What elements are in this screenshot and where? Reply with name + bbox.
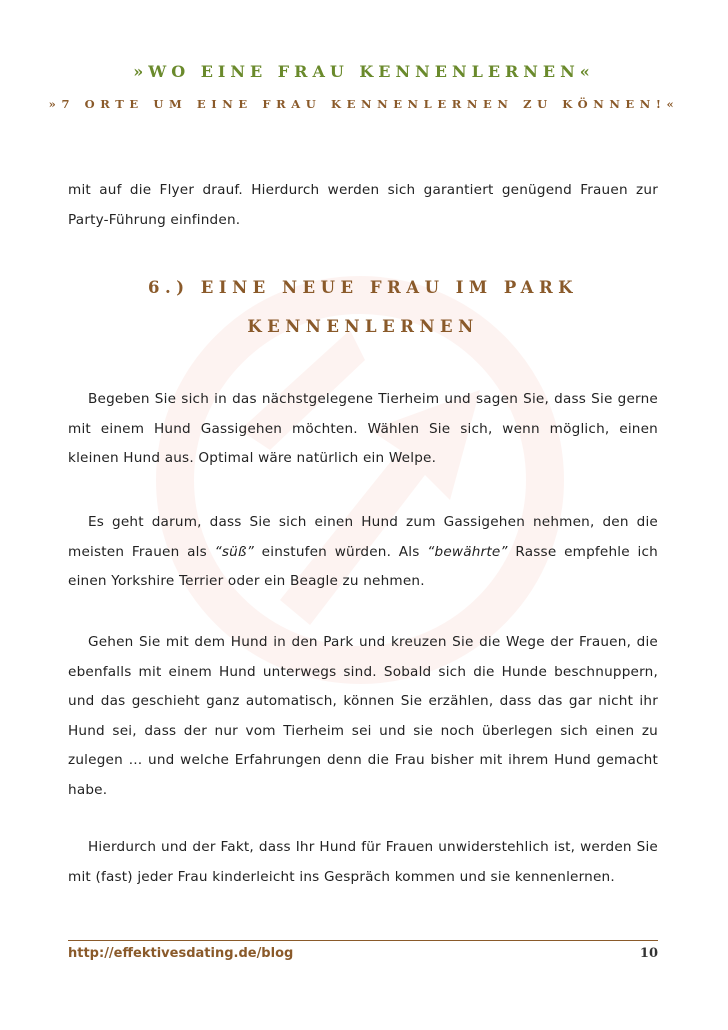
paragraph-1: Begeben Sie sich in das nächstgelegene Tierheim und sagen Sie, dass Sie gerne mit einem Hund Gassigehen möchten. Wählen Sie sich, wenn möglich, einen kleinen Hund aus. Optimal wäre natürlich ein Welpe. — [68, 391, 658, 466]
paragraph-2-part1: Es geht darum, dass Sie sich einen Hund zum Gassigehen nehmen, den die meisten Frauen als — [68, 514, 658, 560]
intro-paragraph: mit auf die Flyer drauf. Hierdurch werden sich garantiert genügend Frauen zur Party-Führung einfinden. — [68, 182, 658, 228]
page-number: 10 — [639, 946, 658, 961]
paragraph-2-part2: einstufen würden. Als — [253, 543, 428, 560]
section-heading-line1: 6.) EINE NEUE FRAU IM PARK — [148, 278, 578, 297]
paragraph-2 — [68, 508, 658, 597]
header-title: »WO EINE FRAU KENNENLERNEN« — [133, 62, 595, 81]
emphasis-suess: “süß” — [214, 543, 254, 560]
header-subtitle: »7 ORTE UM EINE FRAU KENNENLERNEN ZU KÖNNEN!« — [48, 97, 680, 111]
paragraph-4: Hierdurch und der Fakt, dass Ihr Hund für Frauen unwiderstehlich ist, werden Sie mit (fast) jeder Frau kinderleicht ins Gespräch kommen und sie kennenlernen. — [68, 839, 658, 885]
paragraph-3: Gehen Sie mit dem Hund in den Park und kreuzen Sie die Wege der Frauen, die ebenfalls mit einem Hund unterwegs sind. Sobald sich die Hunde beschnuppern, und das geschieht ganz automatisch, können Sie erzählen, dass das gar nicht ihr Hund sei, dass der nur vom Tierheim sei und sie noch überlegen sich einen zu zulegen … und welche Erfahrungen denn die Frau bisher mit ihrem Hund gemacht habe. — [68, 634, 658, 798]
paragraph-2-part3: Rasse empfehle ich einen Yorkshire Terrier oder ein Beagle zu nehmen. — [68, 543, 658, 589]
section-heading-line2: KENNENLERNEN — [247, 317, 479, 336]
footer-divider — [68, 940, 658, 941]
footer-url-link[interactable]: http://effektivesdating.de/blog — [68, 946, 294, 961]
emphasis-bewaehrte: “bewährte” — [427, 543, 508, 560]
